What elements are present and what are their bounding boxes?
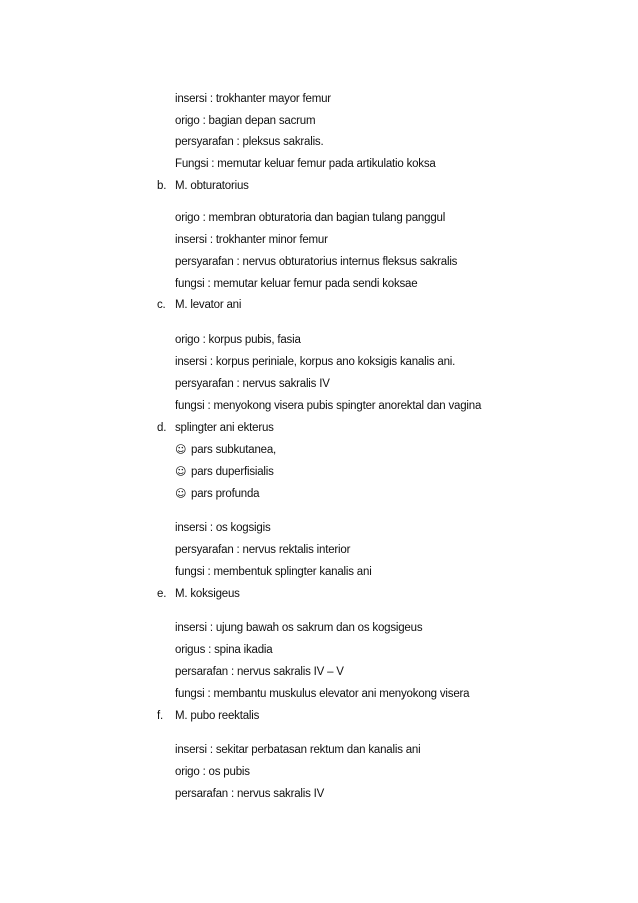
list-marker: b. bbox=[157, 180, 167, 192]
smiley-icon: ☺ bbox=[175, 487, 187, 500]
text-line: insersi : korpus periniale, korpus ano koksigis kanalis ani. bbox=[175, 356, 456, 368]
text-line: persyarafan : nervus sakralis IV bbox=[175, 378, 330, 390]
list-item-heading bbox=[157, 179, 249, 193]
text-line: persarafan : nervus sakralis IV bbox=[175, 788, 325, 800]
section-title: M. levator ani bbox=[175, 299, 242, 311]
list-item-heading bbox=[157, 709, 259, 723]
text-line: insersi : os kogsigis bbox=[175, 522, 271, 534]
text-line: persyarafan : nervus obturatorius internus fleksus sakralis bbox=[175, 256, 458, 268]
text-line: Fungsi : memutar keluar femur pada artikulatio koksa bbox=[175, 158, 436, 170]
text-line: fungsi : membantu muskulus elevator ani menyokong visera bbox=[175, 688, 470, 700]
list-marker: d. bbox=[157, 422, 167, 434]
text-line: fungsi : memutar keluar femur pada sendi koksae bbox=[175, 278, 418, 290]
section-title: M. koksigeus bbox=[175, 588, 240, 600]
bullet-item: ☺ pars profunda bbox=[175, 487, 260, 500]
text-line: persyarafan : nervus rektalis interior bbox=[175, 544, 351, 556]
list-item-heading bbox=[157, 421, 274, 435]
text-line: insersi : ujung bawah os sakrum dan os kogsigeus bbox=[175, 622, 423, 634]
text-line: origo : korpus pubis, fasia bbox=[175, 334, 301, 346]
list-marker: f. bbox=[157, 710, 163, 722]
text-line: insersi : trokhanter minor femur bbox=[175, 234, 328, 246]
text-line: origo : bagian depan sacrum bbox=[175, 115, 316, 127]
text-line: insersi : sekitar perbatasan rektum dan kanalis ani bbox=[175, 744, 421, 756]
text-line: fungsi : membentuk splingter kanalis ani bbox=[175, 566, 372, 578]
text-line: origo : membran obturatoria dan bagian tulang panggul bbox=[175, 212, 446, 224]
list-marker: c. bbox=[157, 299, 166, 311]
section-title: M. obturatorius bbox=[175, 180, 249, 192]
section-title: M. pubo reektalis bbox=[175, 710, 260, 722]
bullet-item: ☺ pars subkutanea, bbox=[175, 443, 277, 456]
bullet-item: ☺ pars duperfisialis bbox=[175, 465, 274, 478]
text-line: origus : spina ikadia bbox=[175, 644, 273, 656]
text-line: insersi : trokhanter mayor femur bbox=[175, 93, 331, 105]
section-title: splingter ani ekterus bbox=[175, 422, 274, 434]
smiley-icon: ☺ bbox=[175, 465, 187, 478]
list-item-heading bbox=[157, 587, 240, 601]
text-line: persarafan : nervus sakralis IV – V bbox=[175, 666, 344, 678]
text-line: origo : os pubis bbox=[175, 766, 250, 778]
smiley-icon: ☺ bbox=[175, 443, 187, 456]
text-line: persyarafan : pleksus sakralis. bbox=[175, 136, 324, 148]
list-item-heading bbox=[157, 298, 241, 312]
text-line: fungsi : menyokong visera pubis spingter anorektal dan vagina bbox=[175, 400, 482, 412]
list-marker: e. bbox=[157, 588, 167, 600]
